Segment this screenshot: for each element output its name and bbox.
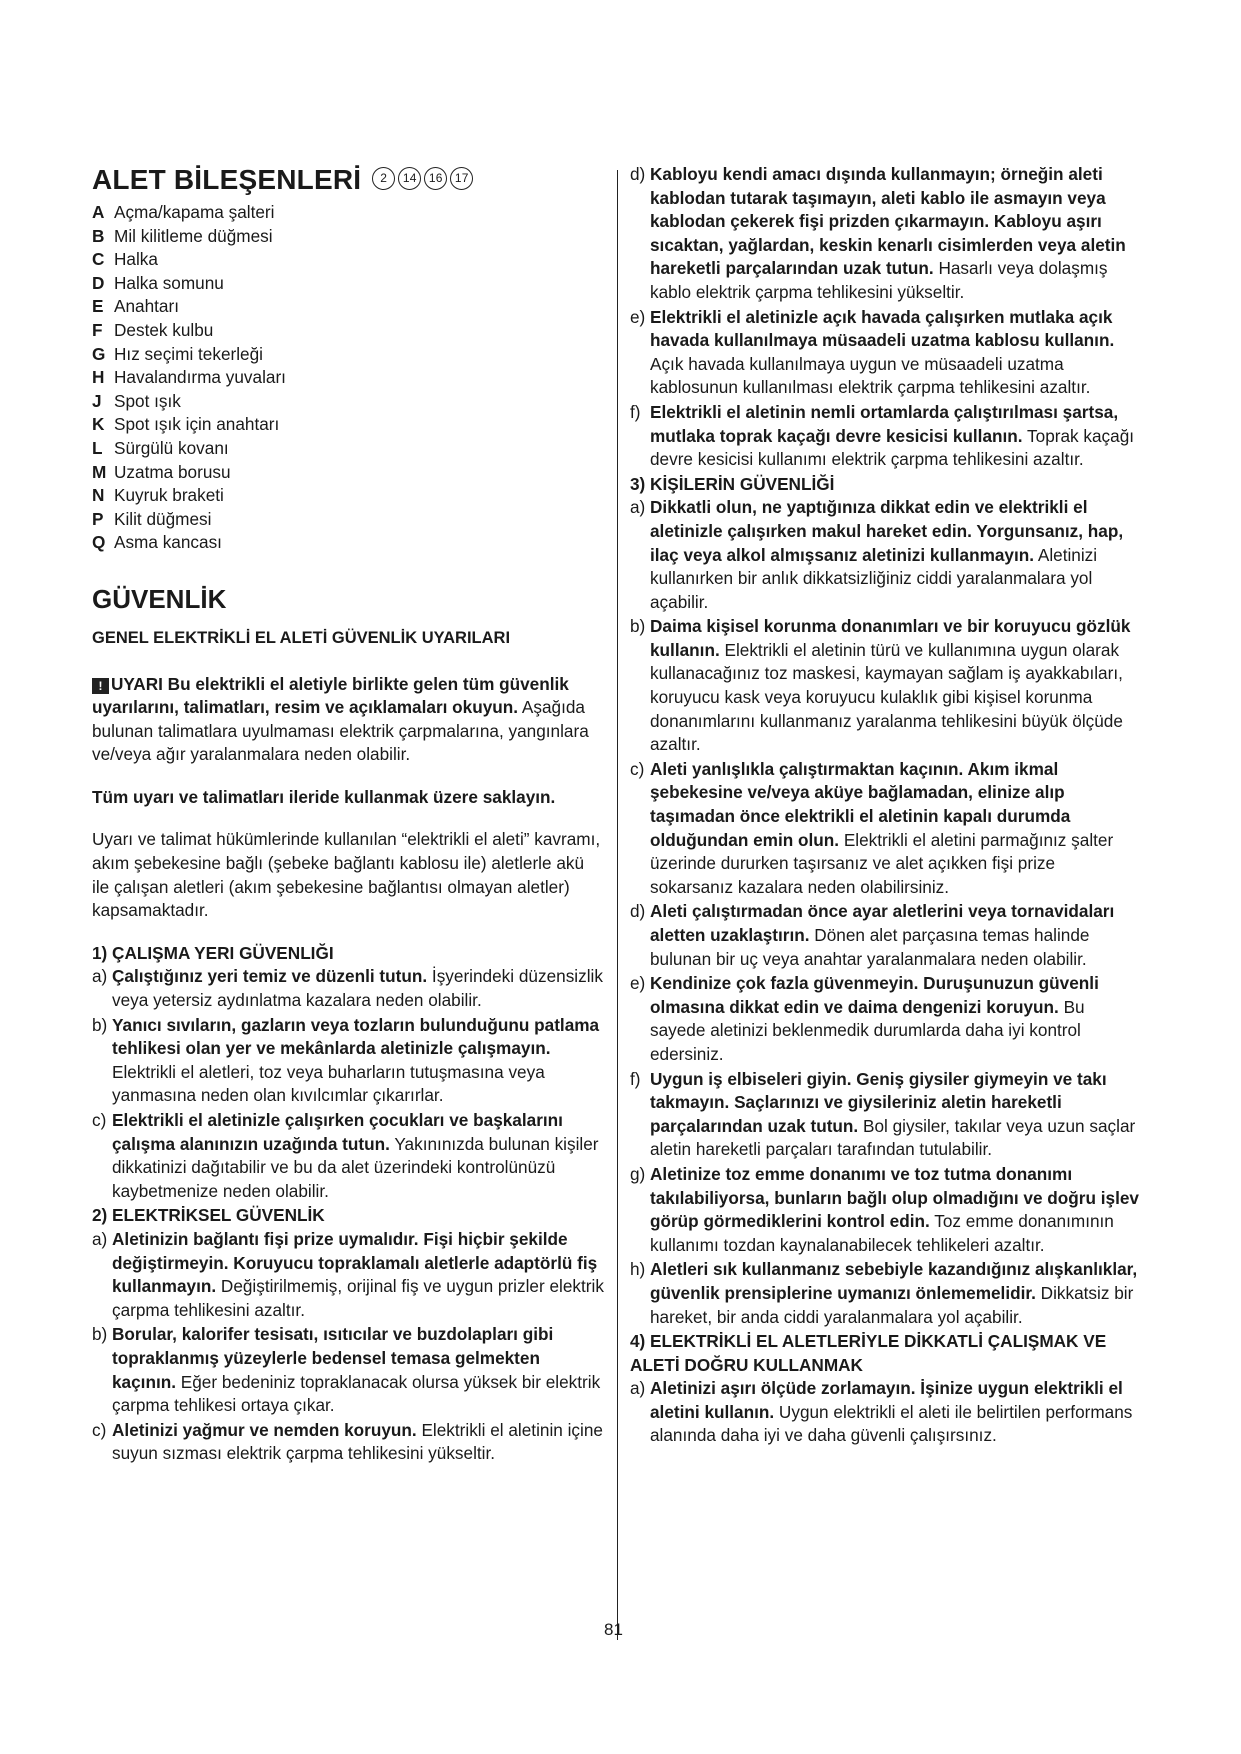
- section-1-heading: 1) ÇALIŞMA YERI GÜVENLIĞI: [92, 942, 334, 963]
- keep-instructions: Tüm uyarı ve talimatları ileride kullanmak üzere saklayın.: [92, 786, 556, 807]
- component-item: P Kilit düğmesi: [92, 508, 212, 529]
- list-item: c) Aletinizi yağmur ve nemden koruyun. Elektrikli el aletinin içine suyun sızması elektrik çarpma tehlikesini yükseltir.: [92, 1419, 603, 1464]
- component-item: G Hız seçimi tekerleği: [92, 343, 263, 364]
- list-item: e) Elektrikli el aletinizle açık havada çalışırken mutlaka açık havada kullanılmaya müsaadeli uzatma kablosu kullanın. Açık havada kullanılmaya uygun ve müsaadeli uzatma kablosunun kullanılması elektrik çarpma tehlikesini azaltır.: [630, 306, 1115, 398]
- ref-circle: 14: [398, 167, 421, 190]
- component-list: [92, 201, 604, 555]
- list-item: b) Daima kişisel korunma donanımları ve bir koruyucu gözlük kullanın. Elektrikli el aletinin türü ve kullanımına uygun olarak kullanacağınız toz maskesi, kaymayan sağlam iş ayakkabıları, koruyucu kask veya koruyucu kulaklık gibi kişisel korunma donanımlarını kullanmanız yaralanma tehlikesini büyük ölçüde azaltır.: [630, 616, 1131, 755]
- list-item: b) Borular, kalorifer tesisatı, ısıtıcılar ve buzdolapları gibi topraklanmış yüzeylerle bedensel temasa gelmekten kaçının. Eğer bedeniniz topraklanacak olursa yüksek bir elektrik çarpma tehlikesi ortaya çıkar.: [92, 1324, 601, 1416]
- section-4-heading: 4) ELEKTRİKLİ EL ALETLERİYLE DİKKATLİ ÇALIŞMAK VE ALETİ DOĞRU KULLANMAK: [630, 1331, 1107, 1375]
- list-item: f) Uygun iş elbiseleri giyin. Geniş giysiler giymeyin ve takı takmayın. Saçlarınızı ve giysileriniz aletin hareketli parçalarından uzak tutun. Bol giysiler, takılar veya uzun saçlar aletin hareketli parçaları tarafından tutulabilir.: [630, 1068, 1136, 1160]
- component-item: D Halka somunu: [92, 272, 224, 293]
- component-item: E Anahtarı: [92, 296, 179, 317]
- ref-circle: 16: [424, 167, 447, 190]
- list-item: e) Kendinize çok fazla güvenmeyin. Duruşunuzun güvenli olmasına dikkat edin ve daima dengenizi koruyun. Bu sayede aletinizi beklenmedik durumlarda daha iyi kontrol edersiniz.: [630, 973, 1099, 1064]
- list-item: a) Dikkatli olun, ne yaptığınıza dikkat edin ve elektrikli el aletinizle çalışırken makul hareket edin. Yorgunsanız, hap, ilaç veya alkol almışsanız aletinizi kullanmayın. Aletinizi kullanırken bir anlık dikkatsizliğiniz ciddi yaralanmalara yol açabilir.: [630, 497, 1124, 612]
- left-column: [92, 163, 604, 1467]
- list-item: f) Elektrikli el aletinin nemli ortamlarda çalıştırılması şartsa, mutlaka toprak kaçağı devre kesicisi kullanın. Toprak kaçağı devre kesicisi kullanımı elektrik çarpma tehlikesini azaltır.: [630, 401, 1135, 470]
- component-item: H Havalandırma yuvaları: [92, 367, 286, 388]
- list-item: g) Aletinize toz emme donanımı ve toz tutma donanımı takılabiliyorsa, bunların bağlı olup olmadığını ve doğru işlev görüp görmediklerini kontrol edin. Toz emme donanımının kullanımı tozdan kaynalanabilecek tehlikeleri azaltır.: [630, 1163, 1139, 1255]
- warning-paragraph: ! UYARI Bu elektrikli el aletiyle birlikte gelen tüm güvenlik uyarılarını, talimatları, resim ve açıklamaları okuyun. Aşağıda bulunan talimatlara uyulmaması elektrik çarpmalarına, yangınlara ve/veya ağır yaralanmalara neden olabilir.: [92, 673, 589, 765]
- list-item: a) Aletinizin bağlantı fişi prize uymalıdır. Fişi hiçbir şekilde değiştirmeyin. Koruyucu topraklamalı aletlerle adaptörlü fiş kullanmayın. Değiştirilmemiş, orijinal fiş ve uygun prizler elektrik çarpma tehlikesini azaltır.: [92, 1228, 604, 1320]
- section-3-heading: 3) KİŞİLERİN GÜVENLİĞİ: [630, 473, 835, 494]
- ref-circle: 2: [372, 167, 395, 190]
- section-2-heading: 2) ELEKTRİKSEL GÜVENLİK: [92, 1205, 325, 1226]
- component-item: C Halka: [92, 249, 158, 270]
- list-item: b) Yanıcı sıvıların, gazların veya tozların bulunduğunu patlama tehlikesi olan yer ve mekânlarda aletinizle çalışmayın. Elektrikli el aletleri, toz veya buharların tutuşmasına veya yanmasına neden olan kıvılcımlar çıkarırlar.: [92, 1014, 600, 1106]
- page-number: 81: [604, 1620, 623, 1639]
- list-item: h) Aletleri sık kullanmanız sebebiyle kazandığınız alışkanlıklar, güvenlik prensiplerine uymanızı önlememelidir. Dikkatsiz bir hareket, bir anda ciddi yaralanmalara yol açabilir.: [630, 1259, 1138, 1327]
- component-item: A Açma/kapama şalteri: [92, 202, 275, 222]
- list-item: c) Aleti yanlışlıkla çalıştırmaktan kaçının. Akım ikmal şebekesine ve/veya aküye bağlamadan, elinize alıp taşımadan önce elektrikli el aletinin kapalı durumda olduğundan emin olun. Elektrikli el aletini parmağınız şalter üzerinde dururken taşırsanız ve alet açıkken fişi prize sokarsanız kazalara neden olabilirsiniz.: [630, 758, 1114, 897]
- safety-subheading: GENEL ELEKTRİKLİ EL ALETİ GÜVENLİK UYARILARI: [92, 628, 511, 647]
- components-heading: ALET BİLEŞENLERİ 2 14 16 17: [92, 163, 604, 197]
- right-column: [630, 163, 1140, 1449]
- component-item: F Destek kulbu: [92, 319, 214, 340]
- list-item: d) Aleti çalıştırmadan önce ayar aletlerini veya tornavidaları aletten uzaklaştırın. Dönen alet parçasına temas halinde bulunan bir uç veya anahtar yaralanmalara neden olabilir.: [630, 901, 1115, 969]
- component-item: K Spot ışık için anahtarı: [92, 414, 280, 435]
- component-item: N Kuyruk braketi: [92, 485, 224, 506]
- safety-heading: GÜVENLİK: [92, 583, 227, 614]
- component-item: L Sürgülü kovanı: [92, 437, 229, 458]
- warning-triangle-icon: !: [92, 678, 109, 694]
- list-item: a) Aletinizi aşırı ölçüde zorlamayın. İşinize uygun elektrikli el aletini kullanın. Uygun elektrikli el aleti ile belirtilen performans alanında daha iyi ve daha güvenli çalışırsınız.: [630, 1378, 1133, 1446]
- list-item: c) Elektrikli el aletinizle çalışırken çocukları ve başkalarını çalışma alanınızın uzağında tutun. Yakınınızda bulunan kişiler dikkatinizi dağıtabilir ve bu da alet üzerindeki kontrolünüzü kaybetmenize neden olabilir.: [92, 1110, 599, 1201]
- list-item: a) Çalıştığınız yeri temiz ve düzenli tutun. İşyerindeki düzensizlik veya yetersiz aydınlatma kazalara neden olabilir.: [92, 966, 603, 1011]
- component-item: J Spot ışık: [92, 390, 181, 411]
- component-item: M Uzatma borusu: [92, 461, 231, 482]
- definition-note: Uyarı ve talimat hükümlerinde kullanılan “elektrikli el aleti” kavramı, akım şebekesine bağlı (şebeke bağlantı kablosu ile) aletlerle akü ile çalışan aletleri (akım şebekesine bağlantısı olmayan aletler) kapsamaktadır.: [92, 829, 601, 921]
- ref-circle: 17: [450, 167, 473, 190]
- column-divider: [617, 170, 618, 1640]
- list-item: d) Kabloyu kendi amacı dışında kullanmayın; örneğin aleti kablodan tutarak taşımayın, aleti kablo ile asmayın veya kablodan çekerek fişi prizden çıkarmayın. Kabloyu aşırı sıcaktan, yağlardan, keskin kenarlı cisimlerden veya aletin hareketli parçalarından uzak tutun. Hasarlı veya dolaşmış kablo elektrik çarpma tehlikesini yükseltir.: [630, 164, 1126, 302]
- component-item: B Mil kilitleme düğmesi: [92, 225, 273, 246]
- component-item: Q Asma kancası: [92, 532, 222, 553]
